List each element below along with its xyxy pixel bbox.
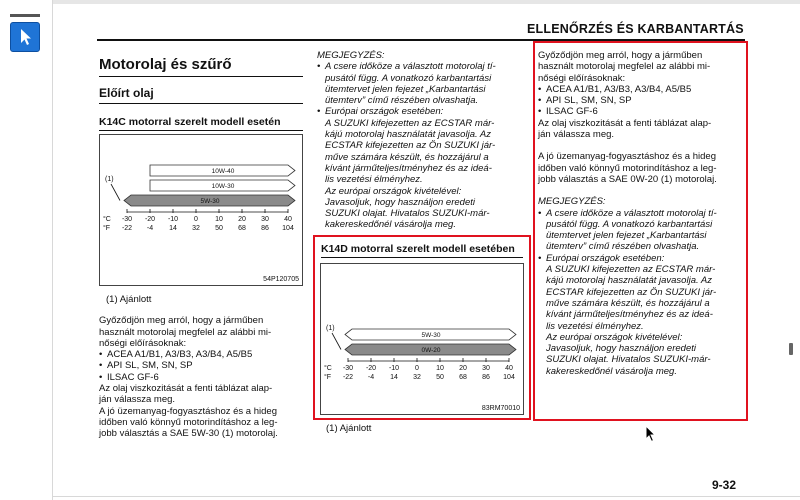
- text-line: nőségi előírásoknak:: [99, 337, 187, 349]
- note-item-non-europe: [538, 332, 744, 377]
- celsius-unit-label: °C: [324, 365, 332, 372]
- text-line: nőségi előírásoknak:: [538, 72, 626, 84]
- mouse-cursor-icon: [645, 425, 657, 443]
- heading-k14c: K14C motorral szerelt modell esetén: [99, 116, 303, 131]
- spec-item: • ILSAC GF-6: [99, 372, 303, 383]
- text-line: lis vezetési élményhez.: [325, 174, 423, 186]
- fahrenheit-tick-label: 50: [436, 374, 444, 381]
- text-line: Győződjön meg arról, hogy a járműben: [538, 50, 703, 61]
- fahrenheit-tick-label: 14: [390, 374, 398, 381]
- spec-list: [99, 349, 303, 383]
- fahrenheit-tick-label: -4: [146, 225, 154, 232]
- k14d-viscosity-chart: [320, 263, 524, 415]
- text-line: SUZUKI olajat. Hivatalos SUZUKI-már-: [546, 354, 711, 366]
- text-line: Javasoljuk, hogy használjon eredeti: [325, 196, 475, 208]
- tool-separator: [10, 14, 40, 17]
- paragraph-best-choice: [99, 406, 303, 440]
- text-line: lis vezetési élményhez.: [546, 320, 644, 332]
- page-number: 9-32: [712, 478, 737, 492]
- fahrenheit-tick-label: 86: [261, 225, 269, 232]
- celsius-tick-label: 30: [261, 216, 269, 223]
- spec-item: • API SL, SM, SN, SP: [538, 95, 744, 106]
- text-line: használt motorolaj megfelel az alábbi mi-: [538, 61, 711, 73]
- celsius-tick-label: 10: [436, 365, 444, 372]
- text-line: jobb választás a SAE 5W-30 (1) motorolaj.: [99, 428, 278, 440]
- celsius-unit-label: °C: [103, 216, 111, 223]
- spec-item: • API SL, SM, SN, SP: [99, 360, 303, 371]
- celsius-tick-label: 20: [459, 365, 467, 372]
- viscosity-label: 10W-40: [211, 168, 235, 175]
- select-tool-button[interactable]: [10, 22, 40, 52]
- heading-k14d: K14D motorral szerelt modell esetében: [321, 243, 523, 258]
- celsius-tick-label: -10: [167, 216, 179, 223]
- text-line: pusától függ. A vonatkozó karbantartási: [325, 72, 492, 84]
- heading-specified-oil: Előírt olaj: [99, 86, 303, 104]
- text-line: A SUZUKI kifejezetten az ECSTAR már-: [325, 117, 495, 129]
- text-line: Győződjön meg arról, hogy a járműben: [99, 315, 264, 327]
- fahrenheit-tick-label: -22: [121, 225, 133, 232]
- text-line: ütemterv” című részében olvashatja.: [546, 241, 700, 253]
- recommended-marker: (1): [326, 325, 335, 332]
- middle-column: [317, 50, 528, 231]
- text-line: ütemtervet jelen fejezet „Karbantartási: [546, 230, 707, 242]
- text-line: Javasoljuk, hogy használjon eredeti: [546, 343, 696, 355]
- note-item-non-europe: [317, 186, 528, 231]
- note-item-interval: [317, 61, 528, 106]
- paragraph-best-choice: [538, 151, 744, 185]
- text-line: SUZUKI olajat. Hivatalos SUZUKI-már-: [325, 208, 490, 220]
- text-line: Az európai országok kivételével:: [325, 185, 462, 197]
- paragraph-viscosity: [538, 118, 744, 141]
- spec-item: • ACEA A1/B1, A3/B3, A3/B4, A5/B5: [99, 349, 303, 360]
- viewer-top-bar: [0, 0, 800, 4]
- text-line: időben való könnyű motorindításhoz a leg-: [538, 162, 717, 174]
- text-line: kívánt járműteljesítményhez és az ideá-: [325, 162, 492, 174]
- celsius-tick-label: -20: [365, 365, 377, 372]
- fahrenheit-tick-label: 32: [413, 374, 421, 381]
- celsius-tick-label: -20: [144, 216, 156, 223]
- bottom-rule: [52, 496, 800, 497]
- recommended-marker: (1): [105, 176, 114, 183]
- text-line: A SUZUKI kifejezetten az ECSTAR már-: [546, 264, 716, 276]
- text-line: Az olaj viszkozitását a fenti táblázat alap-: [99, 383, 273, 395]
- figure-code: 83RM70010: [481, 405, 520, 412]
- k14d-highlight-frame: [313, 235, 531, 420]
- viscosity-label: 5W-30: [200, 198, 220, 205]
- text-line: ütemtervet jelen fejezet „Karbantartási: [325, 83, 486, 95]
- celsius-tick-label: -10: [388, 365, 400, 372]
- celsius-tick-label: 0: [415, 365, 419, 372]
- select-arrow-icon: [11, 23, 39, 51]
- text-line: kakereskedőnél vásárolja meg.: [325, 219, 456, 231]
- k14c-viscosity-chart: [99, 134, 303, 286]
- fahrenheit-tick-label: -22: [342, 374, 354, 381]
- note-title: MEGJEGYZÉS:: [538, 196, 606, 208]
- text-line: • A csere időköze a választott motorolaj tí-: [317, 61, 528, 72]
- celsius-tick-label: 20: [238, 216, 246, 223]
- note-title: MEGJEGYZÉS:: [317, 50, 385, 61]
- text-line: ECSTAR kifejezetten az Ön SUZUKI jár-: [546, 286, 717, 298]
- scrollbar-thumb[interactable]: [789, 343, 793, 355]
- fahrenheit-tick-label: 50: [215, 225, 223, 232]
- text-line: műve számára készült, és hozzájárul a: [325, 151, 489, 163]
- viewer-sidebar: [0, 0, 52, 500]
- recommended-legend: (1) Ajánlott: [326, 423, 372, 434]
- text-line: használt motorolaj megfelel az alábbi mi-: [99, 326, 272, 338]
- recommended-legend: (1) Ajánlott: [106, 294, 152, 305]
- spec-list: [538, 84, 744, 118]
- text-line: kájú motorolaj használatát javasolja. Az: [325, 129, 491, 141]
- text-line: pusától függ. A vonatkozó karbantartási: [546, 218, 713, 230]
- text-line: A jó üzemanyag-fogyasztáshoz és a hideg: [538, 151, 716, 163]
- fahrenheit-tick-label: 104: [282, 225, 294, 232]
- text-line: kívánt járműteljesítményhez és az ideá-: [546, 309, 713, 321]
- celsius-tick-label: -30: [342, 365, 354, 372]
- text-line: ján válassza meg.: [538, 129, 615, 141]
- text-line: A jó üzemanyag-fogyasztáshoz és a hideg: [99, 405, 277, 417]
- note-item-europe: [538, 253, 744, 332]
- right-column: [538, 50, 744, 377]
- text-line: ECSTAR kifejezetten az Ön SUZUKI jár-: [325, 140, 496, 152]
- text-line: kájú motorolaj használatát javasolja. Az: [546, 275, 712, 287]
- left-column: [99, 42, 303, 440]
- paragraph-viscosity: [99, 383, 303, 406]
- text-line: műve számára készült, és hozzájárul a: [546, 297, 710, 309]
- paragraph-quality: [538, 50, 744, 84]
- text-line: ján válassza meg.: [99, 394, 176, 406]
- viscosity-label: 10W-30: [211, 183, 235, 190]
- text-line: kakereskedőnél vásárolja meg.: [546, 365, 677, 377]
- figure-code: 54P120705: [263, 276, 299, 283]
- text-line: • A csere időköze a választott motorolaj tí-: [538, 208, 744, 219]
- heading-motor-oil: Motorolaj és szűrő: [99, 56, 303, 77]
- viscosity-label: 0W-20: [421, 347, 441, 354]
- celsius-tick-label: 30: [482, 365, 490, 372]
- celsius-tick-label: 0: [194, 216, 198, 223]
- text-line: • Európai országok esetében:: [538, 253, 744, 264]
- text-line: időben való könnyű motorindításhoz a leg-: [99, 416, 278, 428]
- spec-item: • ILSAC GF-6: [538, 106, 744, 117]
- celsius-tick-label: -30: [121, 216, 133, 223]
- fahrenheit-unit-label: °F: [103, 225, 111, 232]
- marker-leader-line: [111, 184, 120, 201]
- fahrenheit-tick-label: 32: [192, 225, 200, 232]
- note-item-interval: [538, 208, 744, 253]
- fahrenheit-tick-label: 14: [169, 225, 177, 232]
- celsius-tick-label: 10: [215, 216, 223, 223]
- text-line: Az európai országok kivételével:: [546, 331, 683, 343]
- page-edge: [52, 0, 53, 500]
- note-item-europe: [317, 106, 528, 185]
- celsius-tick-label: 40: [505, 365, 513, 372]
- text-line: ütemterv” című részében olvashatja.: [325, 95, 479, 107]
- fahrenheit-unit-label: °F: [324, 374, 332, 381]
- text-line: jobb választás a SAE 0W-20 (1) motorolaj.: [538, 173, 717, 185]
- fahrenheit-tick-label: 68: [238, 225, 246, 232]
- celsius-tick-label: 40: [284, 216, 292, 223]
- section-header-title: ELLENŐRZÉS ÉS KARBANTARTÁS: [527, 22, 744, 36]
- text-line: • Európai országok esetében:: [317, 106, 528, 117]
- viscosity-label: 5W-30: [421, 332, 441, 339]
- spec-item: • ACEA A1/B1, A3/B3, A3/B4, A5/B5: [538, 84, 744, 95]
- fahrenheit-tick-label: 86: [482, 374, 490, 381]
- marker-leader-line: [332, 333, 341, 350]
- paragraph-quality: [99, 315, 303, 349]
- text-line: Az olaj viszkozitását a fenti táblázat alap-: [538, 117, 712, 129]
- fahrenheit-tick-label: -4: [367, 374, 375, 381]
- fahrenheit-tick-label: 104: [503, 374, 515, 381]
- fahrenheit-tick-label: 68: [459, 374, 467, 381]
